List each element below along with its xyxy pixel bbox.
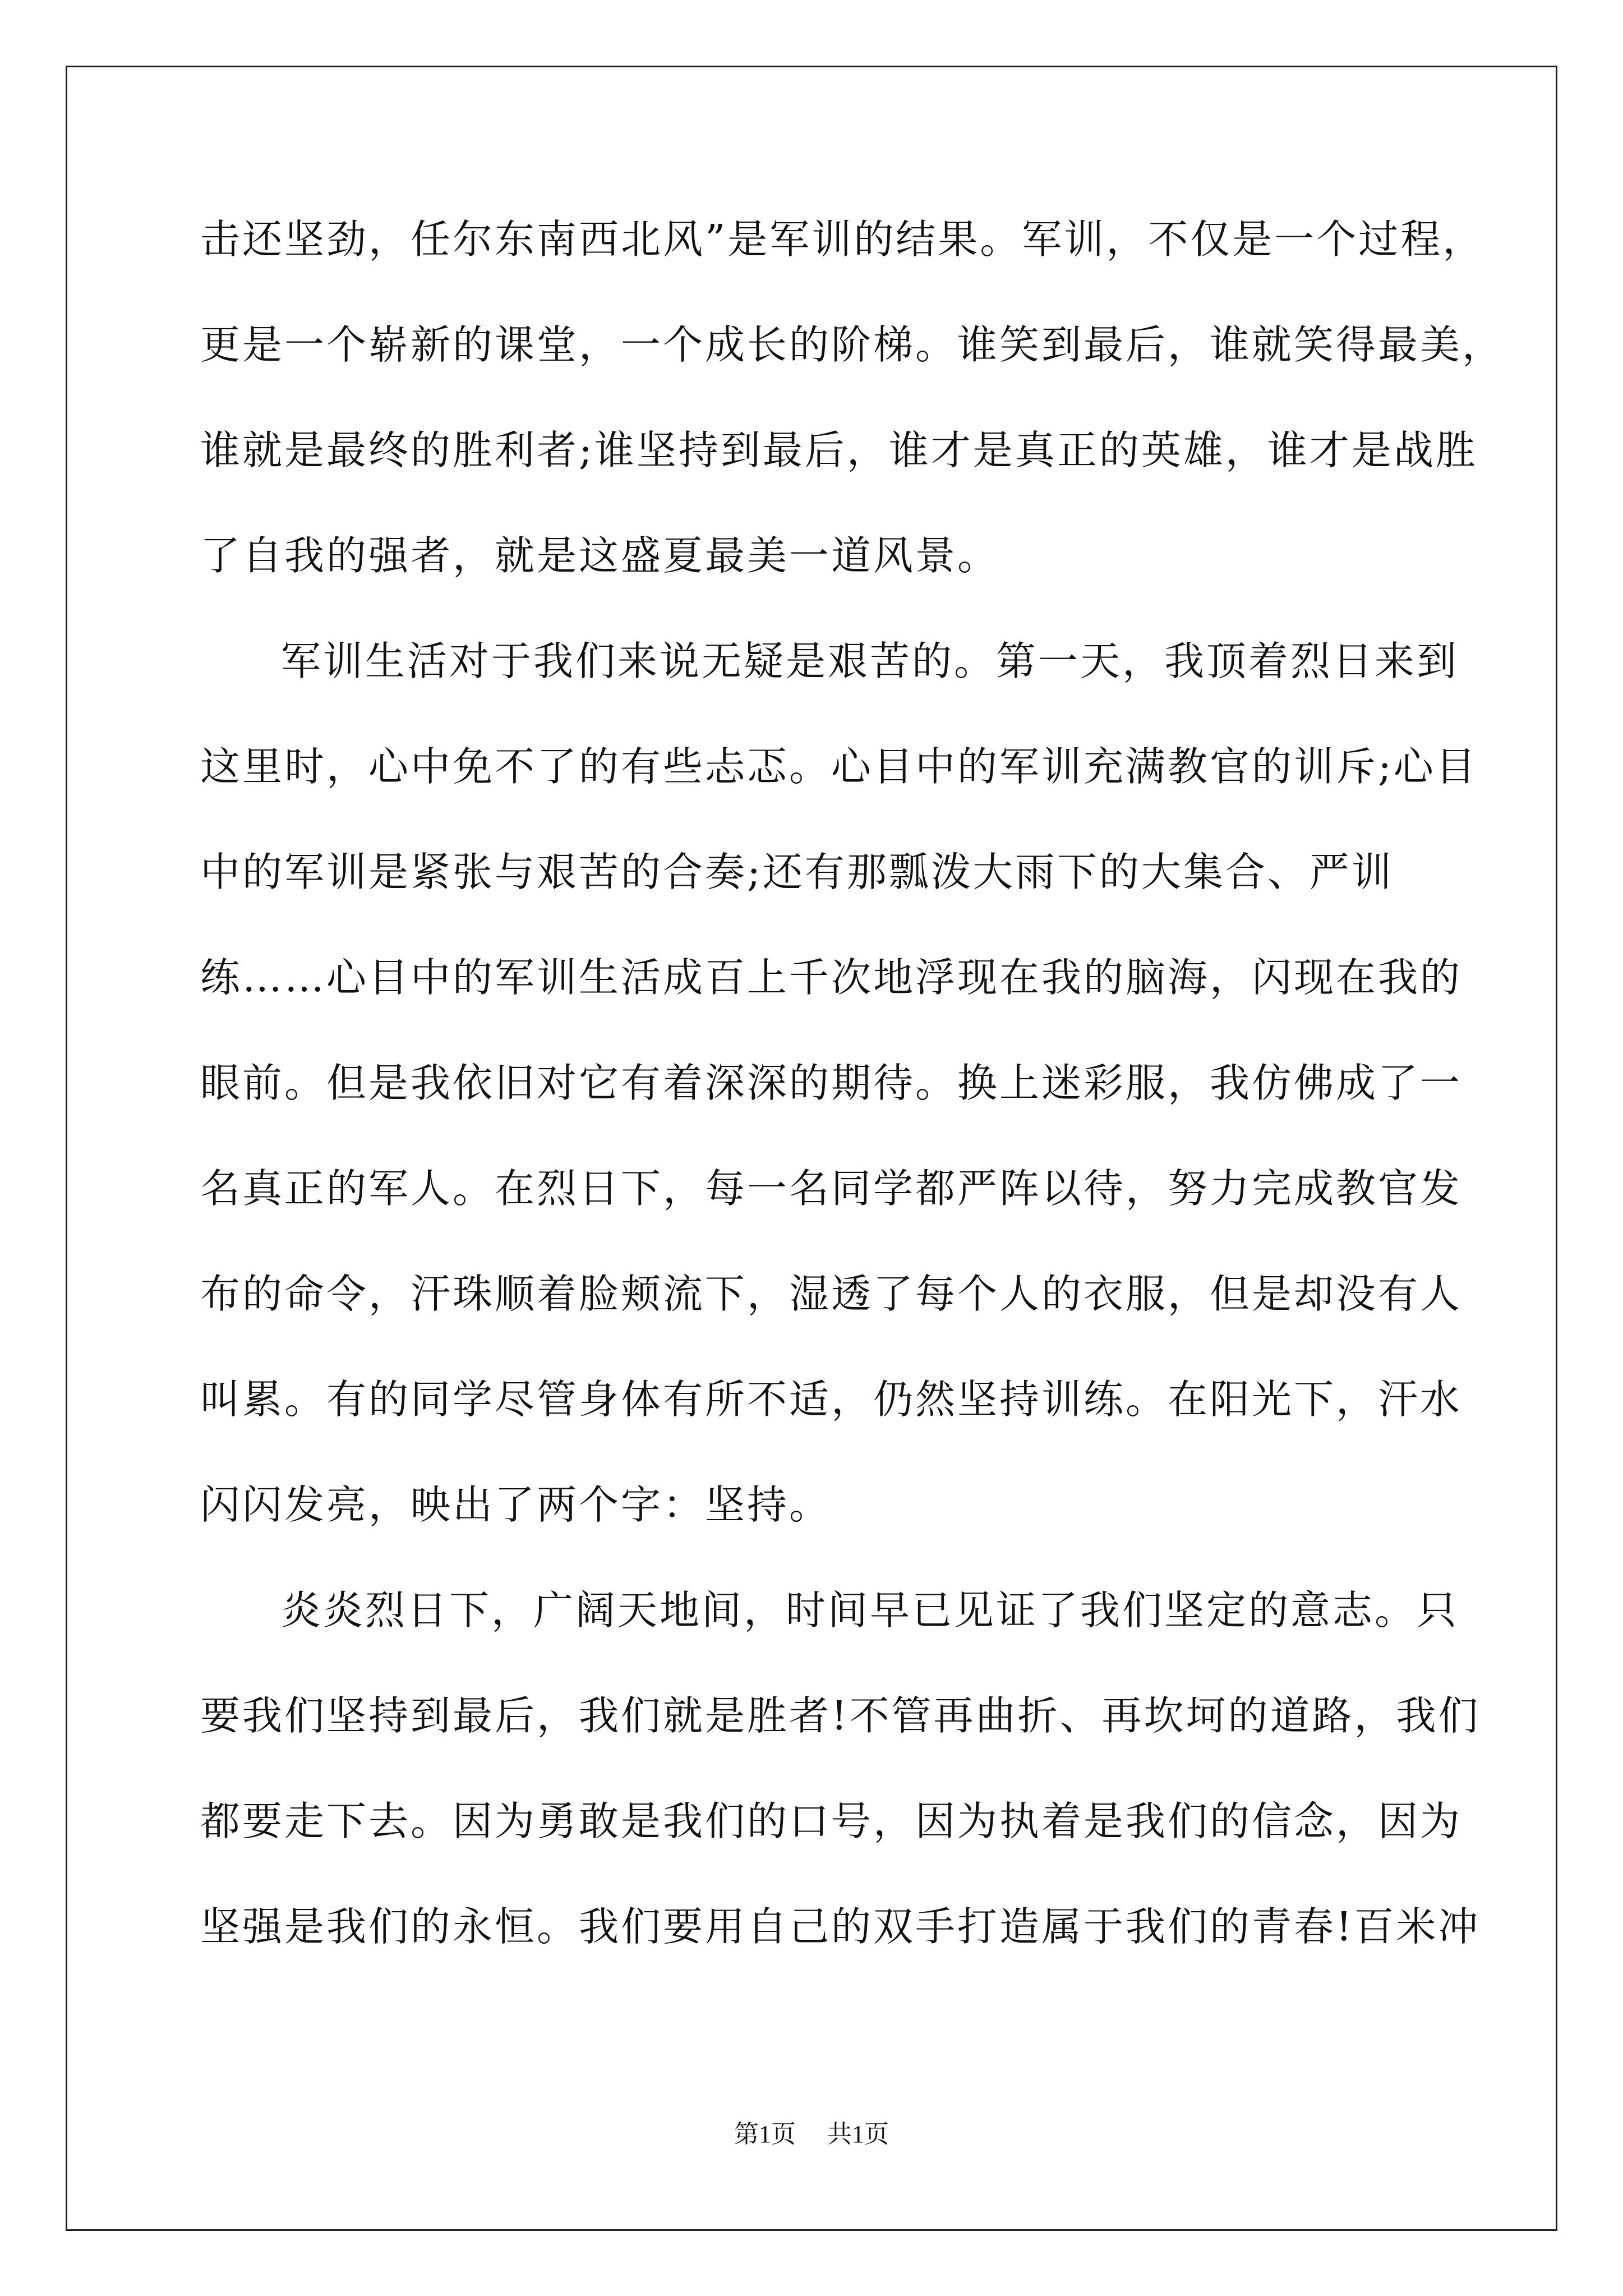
text-line: 布的命令，汗珠顺着脸颊流下，湿透了每个人的衣服，但是却没有人	[200, 1271, 1463, 1317]
text-line: 要我们坚持到最后，我们就是胜者!不管再曲折、再坎坷的道路，我们	[200, 1692, 1481, 1739]
page-footer	[0, 2118, 1623, 2151]
text-line: 眼前。但是我依旧对它有着深深的期待。换上迷彩服，我仿佛成了一	[200, 1060, 1463, 1106]
document-body	[200, 211, 1505, 2004]
text-line: 谁就是最终的胜利者;谁坚持到最后，谁才是真正的英雄，谁才是战胜	[200, 427, 1478, 473]
text-line: 名真正的军人。在烈日下，每一名同学都严阵以待，努力完成教官发	[200, 1165, 1463, 1212]
text-line: 中的军训是紧张与艰苦的合奏;还有那瓢泼大雨下的大集合、严训	[200, 849, 1394, 895]
paragraph-first-line: 军训生活对于我们来说无疑是艰苦的。第一天，我顶着烈日来到	[281, 638, 1459, 684]
text-line: 叫累。有的同学尽管身体有所不适，仍然坚持训练。在阳光下，汗水	[200, 1376, 1463, 1423]
text-line: 更是一个崭新的课堂，一个成长的阶梯。谁笑到最后，谁就笑得最美，	[200, 321, 1505, 368]
page-number: 第1页	[734, 2120, 796, 2148]
text-line: 了自我的强者，就是这盛夏最美一道风景。	[200, 532, 1000, 579]
paragraph-first-line: 炎炎烈日下，广阔天地间，时间早已见证了我们坚定的意志。只	[281, 1587, 1459, 1634]
page-total: 共1页	[827, 2120, 889, 2148]
text-line: 这里时，心中免不了的有些忐忑。心目中的军训充满教官的训斥;心目	[200, 743, 1478, 790]
text-line: 练……心目中的军训生活成百上千次地浮现在我的脑海，闪现在我的	[200, 954, 1463, 1001]
text-line: 闪闪发亮，映出了两个字：坚持。	[200, 1481, 832, 1528]
text-line: 击还坚劲，任尔东南西北风”是军训的结果。军训，不仅是一个过程，	[200, 216, 1485, 263]
text-line: 坚强是我们的永恒。我们要用自己的双手打造属于我们的青春!百米冲	[200, 1903, 1481, 1950]
text-line: 都要走下去。因为勇敢是我们的口号，因为执着是我们的信念，因为	[200, 1798, 1463, 1844]
